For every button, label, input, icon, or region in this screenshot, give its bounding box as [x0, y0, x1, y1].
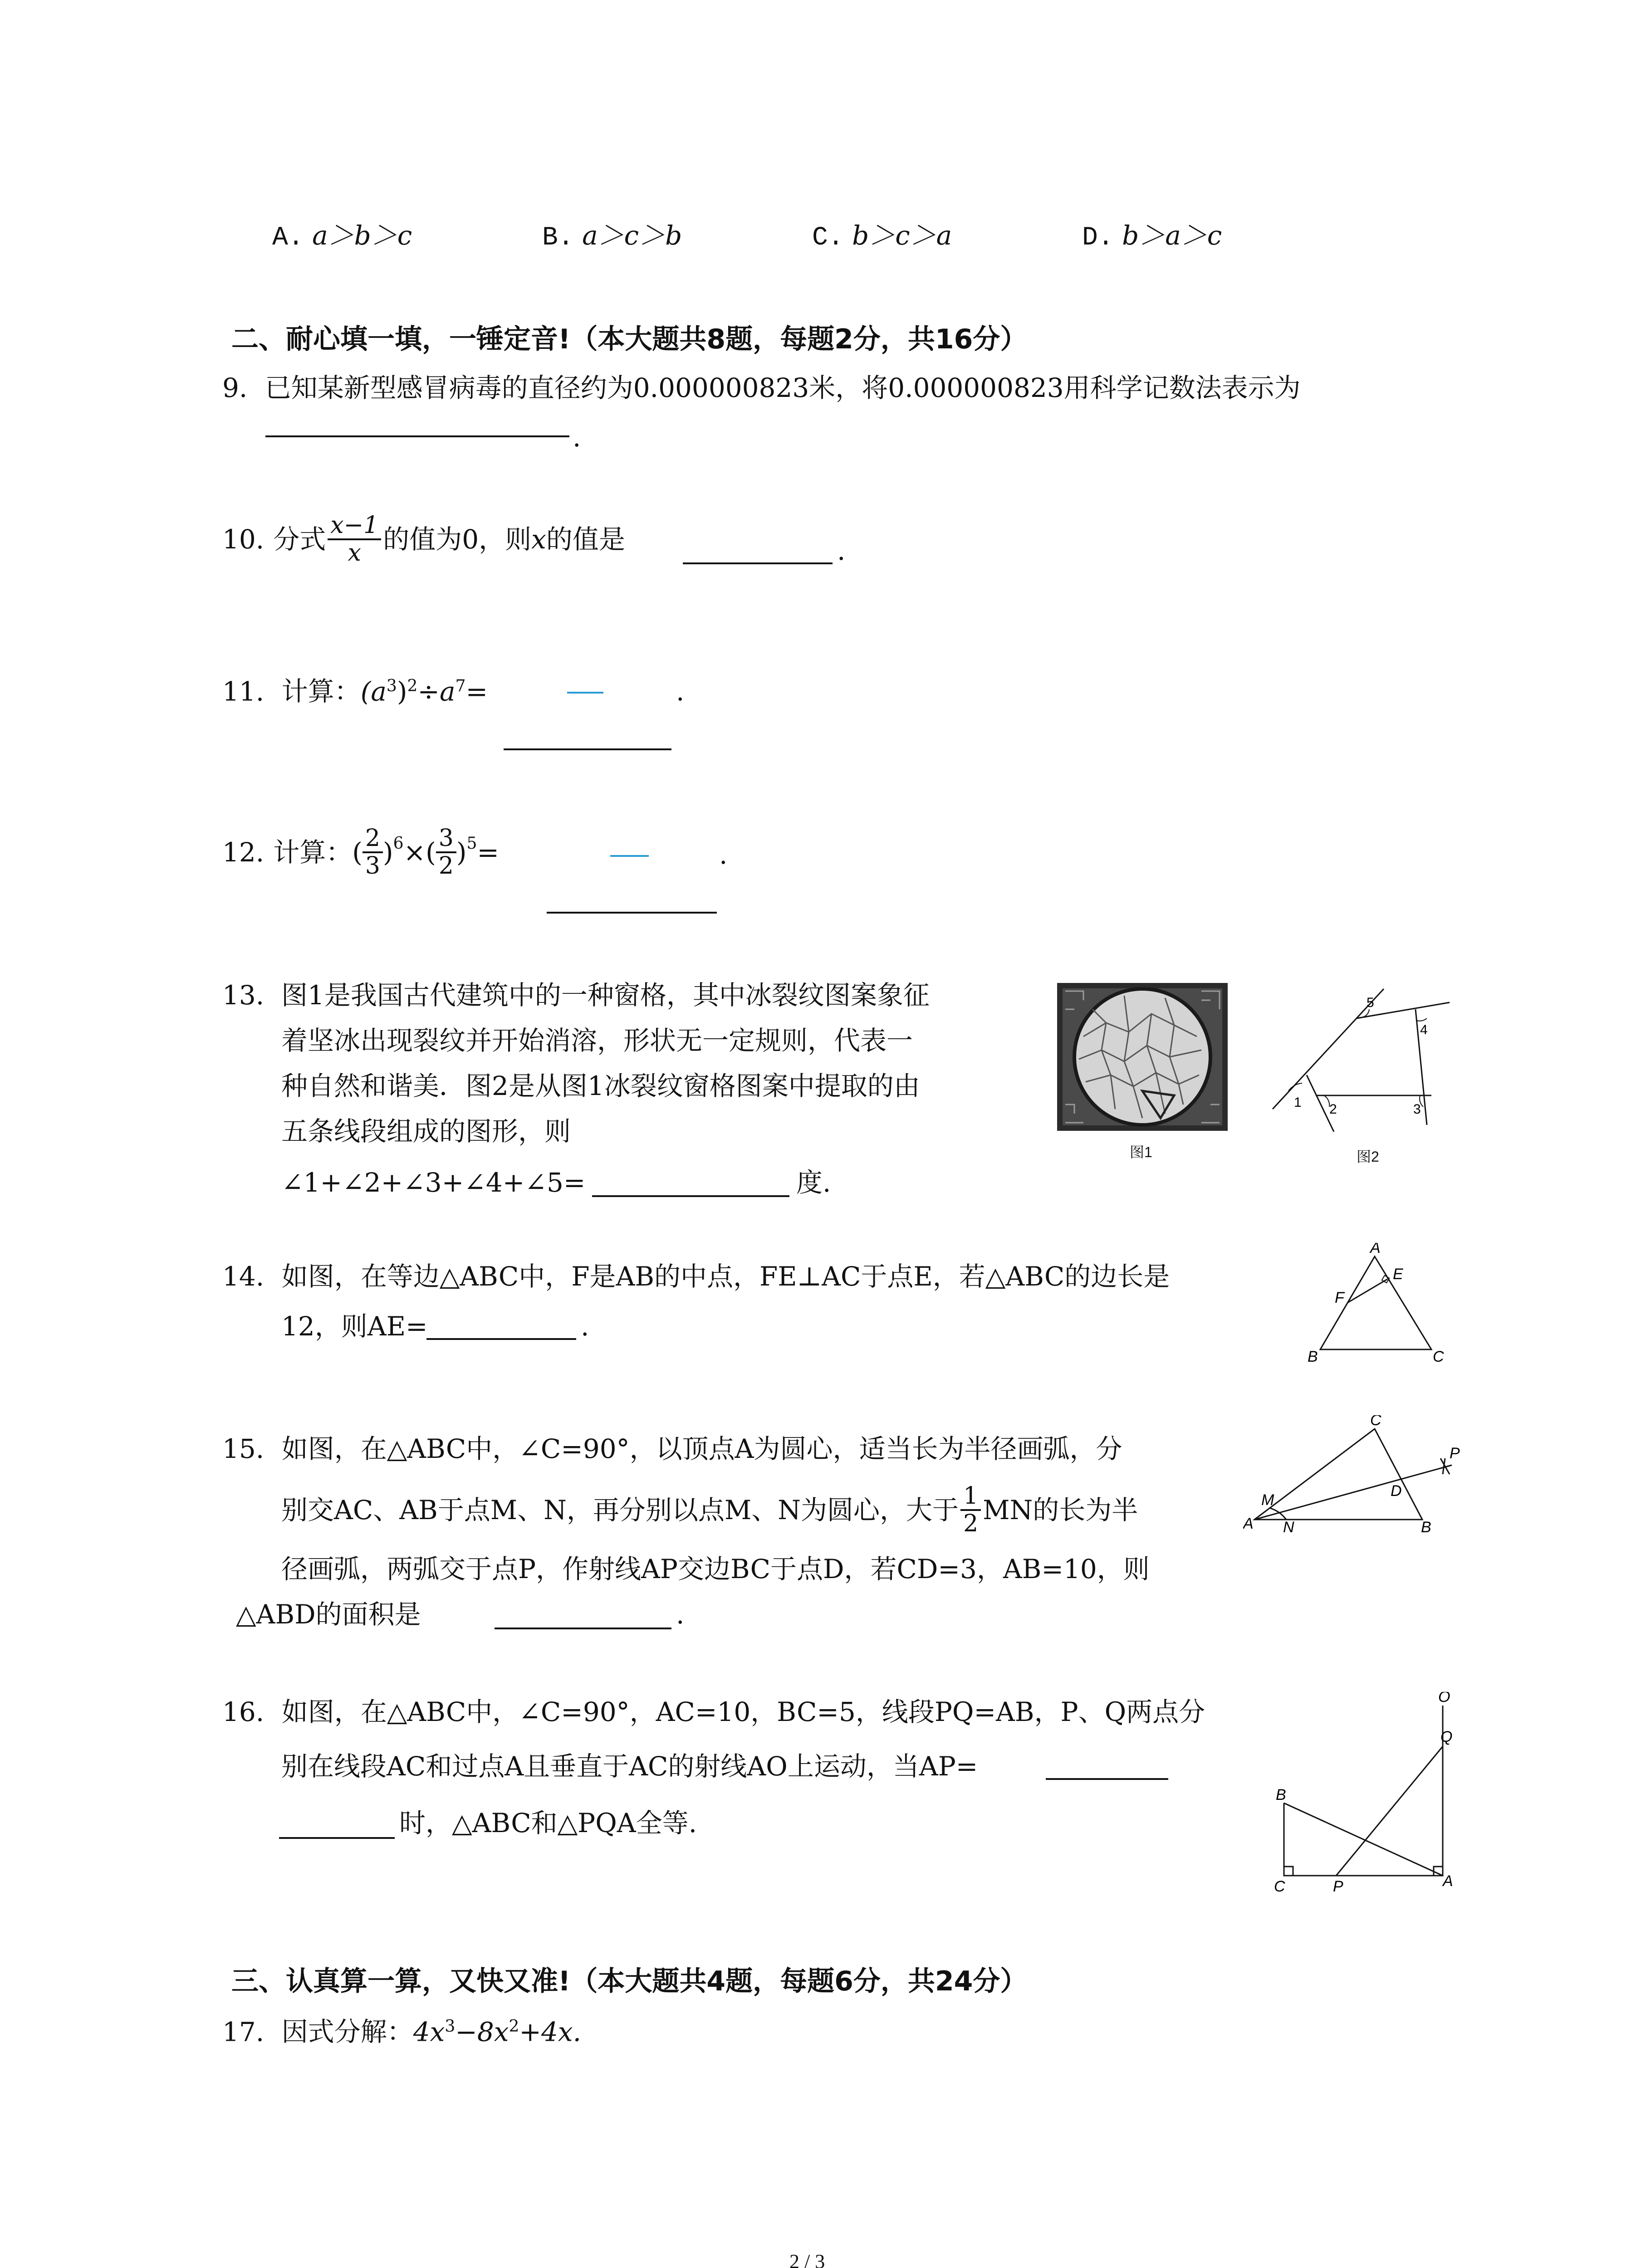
- page-number: 2 / 3: [789, 2250, 825, 2268]
- option-text: a＞b＞c: [312, 220, 412, 251]
- q15-line-2b: MN的长为半: [983, 1495, 1138, 1526]
- question-number: 10.: [222, 524, 265, 555]
- question-10: [222, 513, 625, 566]
- q10-post: 的值是: [546, 524, 625, 555]
- option-b: [542, 222, 682, 251]
- fraction-numerator: 1: [960, 1483, 981, 1511]
- question-17: [222, 2016, 582, 2048]
- angle-label-4: 4: [1420, 1022, 1428, 1037]
- fraction-denominator: 2: [438, 852, 454, 880]
- question-number: 15.: [222, 1433, 265, 1464]
- q10-mid: 的值为0，则: [383, 524, 532, 555]
- label-q: Q: [1440, 1728, 1453, 1745]
- label-c: C: [1274, 1878, 1285, 1895]
- question-14: [222, 1263, 1170, 1290]
- q15-triangle-diagram: [1243, 1415, 1461, 1547]
- question-13: [222, 980, 265, 1011]
- q14-triangle-diagram: [1307, 1243, 1456, 1370]
- answer-dash-q12: [610, 855, 649, 857]
- q11-close: ): [397, 676, 407, 707]
- section-3-heading: 三、认真算一算，又快又准!（本大题共4题，每题6分，共24分）: [231, 1965, 1028, 1997]
- option-text: b＞a＞c: [1122, 220, 1222, 251]
- label-f: F: [1335, 1289, 1344, 1306]
- q17-exp-1: 3: [445, 2017, 456, 2036]
- section-2-heading: 二、耐心填一填，一锤定音!（本大题共8题，每题2分，共16分）: [231, 323, 1028, 355]
- q16-line-2: 别在线段AC和过点A且垂直于AC的射线AO上运动，当AP=: [281, 1751, 978, 1782]
- q11-base: (a: [360, 676, 387, 707]
- label-d: D: [1391, 1482, 1402, 1500]
- question-number: 13.: [222, 980, 265, 1011]
- question-9: [222, 372, 1301, 403]
- q12-open1: (: [352, 837, 362, 868]
- label-e: E: [1393, 1266, 1403, 1283]
- q17-label: 因式分解：: [281, 2016, 413, 2048]
- figure-2-caption: 图2: [1357, 1149, 1379, 1165]
- figure-2-diagram: [1266, 975, 1456, 1148]
- q12-exp1: 6: [393, 834, 404, 853]
- option-d: [1082, 222, 1222, 251]
- q11-end: .: [676, 676, 685, 707]
- q9-end: .: [573, 422, 581, 453]
- option-a: [272, 222, 412, 251]
- option-letter: A.: [272, 223, 304, 253]
- option-text: b＞c＞a: [852, 220, 952, 251]
- fraction-numerator: 3: [436, 826, 456, 853]
- fraction-numerator: 2: [362, 826, 383, 853]
- q11-exp2: 2: [407, 677, 418, 695]
- question-number: 14.: [222, 1261, 265, 1292]
- q15-line-2a: 别交AC、AB于点M、N，再分别以点M、N为圆心，大于: [281, 1495, 959, 1526]
- q12-label: 计算：: [273, 837, 353, 868]
- q12-times: ×(: [403, 837, 436, 868]
- option-letter: C.: [812, 223, 844, 253]
- label-b: B: [1276, 1786, 1286, 1804]
- angle-label-1: 1: [1294, 1095, 1302, 1110]
- option-letter: D.: [1082, 223, 1114, 253]
- q10-end: .: [837, 535, 846, 566]
- question-number: 12.: [222, 837, 265, 868]
- answer-blank-q12[interactable]: [547, 912, 717, 914]
- question-number: 16.: [222, 1696, 265, 1727]
- q11-exp1: 3: [386, 677, 397, 695]
- q16-line-3: 时，△ABC和△PQA全等.: [399, 1808, 697, 1838]
- fraction-one-half: [960, 1483, 981, 1537]
- label-c: C: [1370, 1415, 1381, 1429]
- question-11: [222, 676, 488, 707]
- answer-blank-q9[interactable]: [265, 435, 569, 437]
- q12-close1: ): [383, 837, 393, 868]
- q13-line-1: 图1是我国古代建筑中的一种窗格，其中冰裂纹图案象征: [281, 980, 930, 1011]
- q11-label: 计算：: [281, 676, 361, 707]
- answer-blank-q16-part1[interactable]: [1046, 1778, 1168, 1780]
- figure-1-caption: 图1: [1130, 1144, 1152, 1160]
- label-o: O: [1438, 1692, 1450, 1706]
- answer-blank-q16-part2[interactable]: [279, 1837, 395, 1839]
- angle-label-3: 3: [1413, 1102, 1421, 1117]
- fraction-numerator: x−1: [328, 513, 381, 540]
- q15-line-3: 径画弧，两弧交于点P，作射线AP交边BC于点D，若CD=3，AB=10，则: [281, 1554, 1150, 1584]
- label-a: A: [1443, 1872, 1453, 1890]
- question-12: [222, 826, 499, 879]
- label-c: C: [1433, 1348, 1444, 1365]
- q11-exp3: 7: [455, 677, 466, 695]
- answer-blank-q15[interactable]: [495, 1628, 671, 1629]
- label-a: A: [1243, 1515, 1254, 1532]
- answer-dash-q11: [567, 692, 603, 694]
- question-number: 17.: [222, 2016, 265, 2048]
- label-b: B: [1308, 1348, 1318, 1365]
- ice-crack-window-image: [1056, 982, 1229, 1132]
- q12-eq: =: [477, 837, 500, 868]
- label-a: A: [1370, 1243, 1381, 1256]
- question-16: [222, 1696, 1205, 1727]
- q11-eq: =: [465, 676, 488, 707]
- fraction-two-thirds: [362, 826, 383, 879]
- fraction: [328, 513, 381, 566]
- answer-blank-q11[interactable]: [504, 748, 671, 750]
- q13-line-4: 五条线段组成的图形，则: [281, 1116, 571, 1147]
- q16-right-triangle-diagram: [1266, 1692, 1465, 1896]
- question-15: [222, 1433, 1122, 1464]
- q15-line-4: △ABD的面积是: [236, 1599, 421, 1630]
- label-m: M: [1261, 1491, 1274, 1509]
- q13-line-3: 种自然和谐美．图2是从图1冰裂纹窗格图案中提取的由: [281, 1070, 920, 1101]
- q17-term-3: +4x.: [519, 2016, 582, 2048]
- q13-unit: 度.: [796, 1167, 831, 1198]
- option-c: [812, 222, 952, 251]
- answer-blank-q13[interactable]: [592, 1195, 789, 1197]
- q15-line-2: [281, 1483, 1138, 1537]
- angle-label-5: 5: [1367, 995, 1374, 1010]
- option-letter: B.: [542, 223, 574, 253]
- label-p: P: [1450, 1445, 1460, 1462]
- q17-term-2: −8x: [455, 2016, 509, 2048]
- q13-expression: ∠1+∠2+∠3+∠4+∠5=: [281, 1167, 586, 1198]
- q17-term-1: 4x: [413, 2016, 445, 2048]
- question-number: 11.: [222, 676, 265, 707]
- label-n: N: [1283, 1519, 1294, 1536]
- question-text: 已知某新型感冒病毒的直径约为0.000000823米，将0.000000823用科学记数法表示为: [265, 372, 1301, 403]
- angle-label-2: 2: [1329, 1102, 1337, 1117]
- label-b: B: [1421, 1519, 1431, 1536]
- answer-blank-q10[interactable]: [683, 562, 833, 564]
- q14-line-2: 12，则AE=: [281, 1311, 428, 1342]
- q10-var: x: [531, 524, 546, 555]
- q16-line-1: 如图，在△ABC中，∠C=90°，AC=10，BC=5，线段PQ=AB，P、Q两点分: [281, 1696, 1205, 1727]
- q14-end: .: [581, 1311, 589, 1342]
- q11-div: ÷a: [417, 676, 456, 707]
- q17-exp-2: 2: [509, 2017, 519, 2036]
- q10-pre: 分式: [273, 524, 326, 555]
- q13-line-2: 着坚冰出现裂纹并开始消溶，形状无一定规则，代表一: [281, 1025, 913, 1056]
- q12-close2: ): [456, 837, 467, 868]
- fraction-denominator: 2: [963, 1510, 979, 1538]
- option-text: a＞c＞b: [582, 220, 682, 251]
- q15-end: .: [676, 1599, 685, 1630]
- q12-exp2: 5: [466, 834, 477, 853]
- label-p: P: [1333, 1878, 1343, 1895]
- fraction-denominator: 3: [365, 852, 380, 880]
- q14-line-1: 如图，在等边△ABC中，F是AB的中点，FE⊥AC于点E，若△ABC的边长是: [281, 1261, 1170, 1292]
- question-number: 9.: [222, 372, 248, 403]
- fraction-denominator: x: [348, 539, 361, 567]
- answer-blank-q14[interactable]: [426, 1338, 576, 1340]
- fraction-three-halves: [436, 826, 456, 879]
- q12-end: .: [719, 839, 728, 870]
- q15-line-1: 如图，在△ABC中，∠C=90°，以顶点A为圆心，适当长为半径画弧，分: [281, 1433, 1122, 1464]
